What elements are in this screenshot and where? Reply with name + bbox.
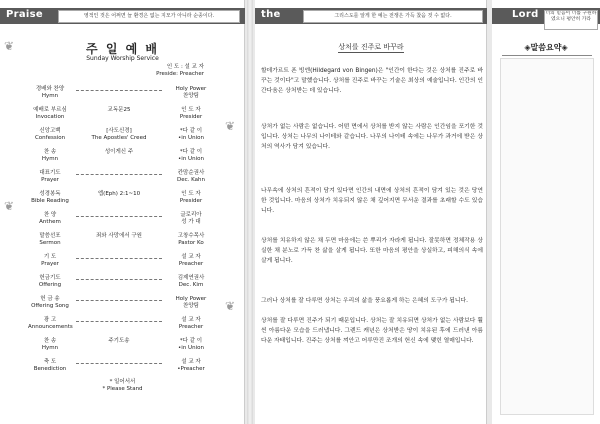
order-row	[0, 296, 245, 316]
worship-order-panel	[0, 0, 245, 424]
order-leader: 김제연권사 Dec. Kim	[177, 275, 205, 288]
praise-header-quote: 영적인 것은 어쩌면 늘 환경은 없는 지모가 아니라 순종이다.	[58, 10, 240, 23]
praise-header-bar	[0, 8, 245, 24]
the-header-bar	[255, 8, 487, 24]
order-label: 헌 금 송 Offering Song	[31, 296, 69, 309]
order-detail: [사도신경] The Apostles' Creed	[91, 128, 147, 141]
order-label: 경배와 찬양 Hymn	[35, 86, 65, 99]
vine-ornament-icon: ❦	[4, 199, 15, 213]
order-row	[0, 191, 245, 211]
sermon-panel	[255, 0, 487, 424]
vine-ornament-icon: ❦	[4, 39, 15, 53]
order-leader: *다 같 이 •in Union	[178, 149, 204, 162]
dotted-leader	[76, 258, 162, 259]
order-row	[0, 338, 245, 358]
order-label: 예배로 부르심 Invocation	[33, 107, 67, 120]
order-leader: 설 교 자 •Preacher	[177, 359, 205, 372]
the-header-label: the	[261, 9, 281, 20]
order-row	[0, 275, 245, 295]
dotted-leader	[76, 216, 162, 217]
order-row	[0, 170, 245, 190]
order-label: 축 도 Benediction	[33, 359, 67, 372]
order-label: 광 고 Announcements	[28, 317, 73, 330]
order-leader: 인 도 자 Presider	[179, 191, 203, 204]
summary-divider	[502, 55, 592, 56]
summary-title: ◈말씀요약◈	[524, 43, 568, 52]
order-label: 찬 송 Hymn	[41, 149, 59, 162]
order-leader: *다 같 이 •in Union	[178, 128, 204, 141]
praise-header-label: Praise	[6, 9, 43, 20]
sermon-paragraph: 나무속에 상처의 흔적이 담겨 있다면 인간의 내면에 상처의 흔적이 담겨 있는 것은 당연한 것입니다. 마음의 상처가 치유되지 않은 채 깊어지면 무서운 결과를 초래할 수도 있습니다.	[261, 188, 483, 214]
order-leader: 고창수목사 Pastor Ko	[177, 233, 205, 246]
order-leader: Holy Power 찬양팀	[175, 86, 207, 99]
sermon-paragraph: 상처를 잘 다루면 진주가 되기 때문입니다. 상처는 잘 치유되면 상처가 없는 사람보다 훨씬 아름다운 모습을 드러냅니다. 그렌드 캐년은 상처받은 땅이 치유된 후에 드러낸 아름다운 자태입니다. 진주는 상처를 껴안고 어루만진 조개의 헌신 속에 맺힌 열매입니다.	[261, 318, 483, 344]
order-row	[0, 254, 245, 274]
order-row	[0, 233, 245, 253]
order-label: 신앙고백 Confession	[34, 128, 66, 141]
sermon-paragraph: 상처가 없는 사람은 없습니다. 어떤 면에서 상처를 받지 않는 사람은 인간임을 포기한 것입니다. 상처는 나무의 나이테와 같습니다. 나무의 나이테 속에는 나무가 과거에 받은 상처의 역사가 담겨 있습니다.	[261, 124, 483, 150]
order-row	[0, 212, 245, 232]
order-row	[0, 149, 245, 169]
order-leader: 설 교 자 Preacher	[178, 254, 204, 267]
summary-notes-area[interactable]	[500, 58, 594, 415]
order-leader: 글로리아 성 가 대	[180, 212, 202, 225]
order-label: 대표기도 Prayer	[39, 170, 61, 183]
stand-note: * 일어서서 * Please Stand	[102, 379, 143, 392]
dotted-leader	[76, 279, 162, 280]
lord-header-label: Lord	[512, 9, 539, 20]
sermon-paragraph: 그러나 상처를 잘 다루면 상처는 우리의 삶을 풍요롭게 하는 은혜의 도구가 됩니다.	[261, 298, 468, 304]
sermon-paragraph: 상처를 치유하지 않은 채 두면 마음에는 쓴 뿌리가 자라게 됩니다. 잘못하면 정체작용 상실한 채 분노로 가득 찬 삶을 살게 됩니다. 또한 마음의 평안을 상실하고, 피해의식 속에 살게 됩니다.	[261, 238, 483, 264]
order-label: 말씀선포 Sermon	[39, 233, 61, 246]
order-detail: 죄와 사망에서 구원	[95, 233, 142, 239]
order-detail: 성이게신 주	[104, 149, 134, 155]
order-label: 찬 양 Anthem	[39, 212, 61, 225]
order-detail: 교독문25	[107, 107, 131, 113]
order-leader: 칸맘순권사 Dec. Kahn	[177, 170, 205, 183]
order-row	[0, 86, 245, 106]
order-detail: 주기도송	[108, 338, 130, 344]
lord-header-quote: 너의 믿음이 너를 구원하였으니 평안히 가라	[544, 10, 598, 30]
dotted-leader	[76, 300, 162, 301]
order-label: 찬 송 Hymn	[41, 338, 59, 351]
order-row	[0, 317, 245, 337]
dotted-leader	[76, 174, 162, 175]
order-detail: 엡(Eph) 2:1~10	[97, 191, 141, 197]
order-leader: *다 같 이 •in Union	[178, 338, 204, 351]
page-fold	[247, 0, 253, 424]
page-title: 주 일 예 배	[86, 42, 159, 56]
order-leader: 인 도 자 Presider	[179, 107, 203, 120]
order-leader: 설 교 자 Preacher	[178, 317, 204, 330]
the-header-quote: 그리스도를 알게 한 예는 전쟁은 가득 찼음 것 수 없다.	[303, 10, 483, 23]
officiant-note: 인 도 : 설 교 자 Preside: Preacher	[156, 64, 204, 77]
summary-panel	[492, 0, 600, 424]
dotted-leader	[76, 90, 162, 91]
page-subtitle: Sunday Worship Service	[86, 55, 159, 62]
order-row	[0, 359, 245, 379]
order-row	[0, 107, 245, 127]
vine-ornament-icon: ❦	[225, 299, 236, 313]
sermon-title: 상처를 진주로 바꾸라	[338, 43, 404, 51]
vine-ornament-icon: ❦	[225, 119, 236, 133]
order-label: 헌금기도 Offering	[38, 275, 62, 288]
order-label: 기 도 Prayer	[41, 254, 59, 267]
order-row	[0, 128, 245, 148]
dotted-leader	[76, 363, 162, 364]
dotted-leader	[76, 321, 162, 322]
order-label: 성경봉독 Bible Reading	[31, 191, 69, 204]
sermon-paragraph: 할데가르트 폰 빙엔(Hildegard von Bingen)은 "인간이 한다는 것은 상처를 진주로 바꾸는 것이다"고 말했습니다. 상처를 진주로 바꾸는 기술은 최상의 예술입니다. 인간의 인간다움은 상처받는 데 있습니다.	[261, 68, 483, 94]
order-leader: Holy Power 찬양팀	[175, 296, 207, 309]
